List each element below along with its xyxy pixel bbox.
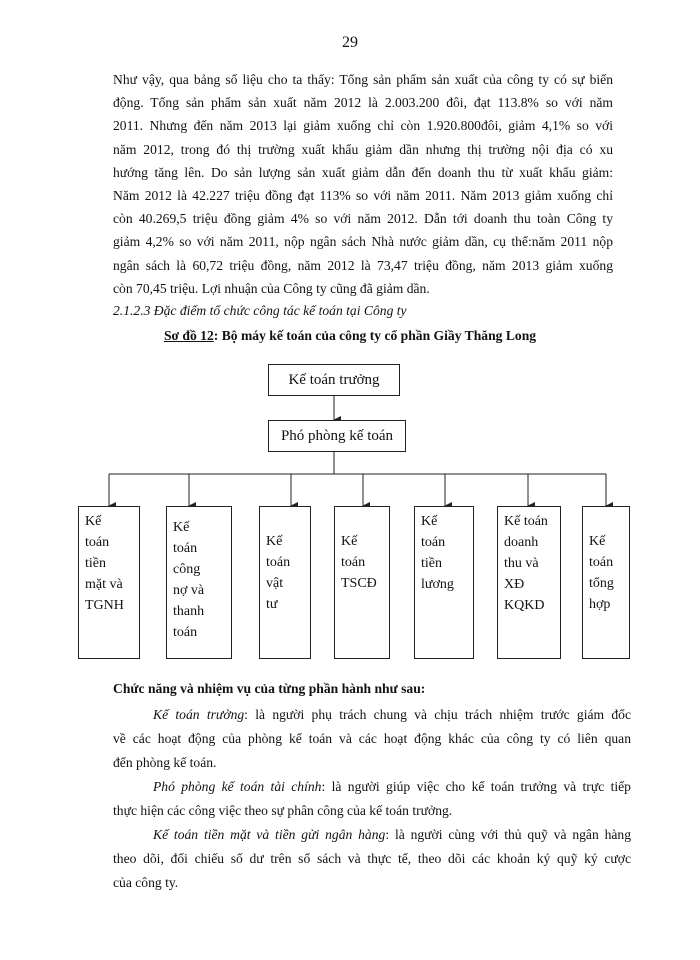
diagram-caption-text: : Bộ máy kế toán của công ty cổ phần Giầy Thăng Long [213,328,537,343]
dept-label-line: vật [266,576,284,591]
function-line: về các hoạt động của phòng kế toán và các hoạt động khác của công ty có liên quan [113,731,631,746]
dept-label-line: thanh [173,604,205,619]
dept-label-line: toán [85,535,110,550]
paragraph-line: Như vậy, qua bảng số liệu cho ta thấy: Tổng sản phẩm sản xuất của công ty có sự biến [113,72,613,87]
dept-box-revenue [497,506,561,659]
dept-label-line: doanh [504,535,539,550]
paragraph-line: năm 2012, trong đó thị trường xuất khẩu giảm dần nhưng thị trường nội địa có xu [113,141,613,157]
function-deputy [113,775,631,823]
dept-box-payroll [414,506,474,659]
dept-label-line: TGNH [85,598,124,613]
function-line [113,703,631,727]
dept-box-cash [78,506,140,659]
function-term: Kế toán tiền mặt và tiền gửi ngân hàng [153,827,386,842]
paragraph-line: còn 40.269,5 triệu đồng giảm 4% so với năm 2012. Dẫn tới doanh thu toàn Công ty [113,211,613,227]
function-line: đến phòng kế toán. [113,755,217,770]
dept-label-line: Kế [85,514,102,529]
page-number: 29 [342,34,358,51]
section-heading: 2.1.2.3 Đặc điểm tổ chức công tác kế toán tại Công ty [113,303,407,318]
function-chief [113,703,631,775]
dept-label-line: thu và [504,556,539,571]
paragraph-line: động. Tổng sản phẩm sản xuất năm 2012 là 2.003.200 đôi, đạt 113.8% so với năm [113,95,613,111]
paragraph-line: giảm 4,2% so với năm 2011, nộp ngân sách Nhà nước giảm dần, cụ thể:năm 2011 nộp [113,234,613,250]
chief-accountant-label: Kế toán trưởng [288,371,380,388]
dept-label-line: toán [266,555,291,570]
dept-label-line: Kế [589,534,606,549]
function-desc: : là người cùng với thủ quỹ và ngân hàng [385,827,631,842]
dept-box-payables [166,506,232,659]
dept-label-line: TSCĐ [341,576,377,591]
function-cash [113,823,631,895]
chief-accountant-box [268,364,400,396]
dept-label-line: toán [341,555,366,570]
deputy-head-box [268,420,406,452]
dept-label-line: công [173,562,201,577]
dept-label-line: tư [266,597,278,612]
dept-label-line: hợp [589,597,611,612]
dept-label-line: Kế [266,534,283,549]
dept-box-general [582,506,630,659]
deputy-head-label: Phó phòng kế toán [280,427,394,444]
dept-box-fixed-assets [334,506,390,659]
paragraph-line: hướng tăng lên. Do sản lượng sản xuất giảm dẫn đến doanh thu từ xuất khẩu giảm: [113,164,613,180]
function-line: theo dõi, đối chiếu số dư trên sổ sách và thực tế, theo dõi các khoản ký quỹ ký cược [113,851,631,866]
dept-label-line: toán [589,555,614,570]
dept-label-line: toán [173,625,198,640]
dept-label-line: mặt và [85,577,123,592]
dept-label-line: toán [173,541,198,556]
diagram-caption-label: Sơ đồ 12 [163,328,214,343]
dept-label-line: Kế [421,514,438,529]
dept-label-line: XĐ [504,577,525,592]
dept-label-line: toán [421,535,446,550]
dept-label-line: nợ và [173,583,205,598]
dept-label-line: tiền [421,556,442,571]
dept-label-line: Kế [341,534,358,549]
function-desc: : là người phụ trách chung và chịu trách nhiệm trước giám đốc [244,707,631,722]
function-term: Phó phòng kế toán tài chính [153,779,322,794]
dept-label-line: tổng [589,576,614,591]
function-line: thực hiện các công việc theo sự phân công của kế toán trưởng. [113,803,453,818]
dept-label-line: lương [421,577,454,592]
dept-label-line: KQKD [504,598,545,613]
dept-label-line: Kế [173,520,190,535]
dept-box-materials [259,506,311,659]
functions-heading: Chức năng và nhiệm vụ của từng phần hành như sau: [113,681,426,696]
dept-label-line: tiền [85,556,106,571]
paragraph-line: ngân sách là 60,72 triệu đồng, năm 2012 là 73,47 triệu đồng, năm 2013 giảm xuống [113,257,613,273]
function-desc: : là người giúp việc cho kế toán trưởng và trực tiếp [321,779,631,794]
function-line: của công ty. [113,875,179,890]
function-line [113,775,631,799]
paragraph-line: còn 70,45 triệu. Lợi nhuận của Công ty cũng đã giảm dần. [113,280,430,296]
function-line [113,823,631,847]
function-term: Kế toán trưởng [153,707,245,722]
paragraph-line: 2011. Nhưng đến năm 2013 lại giảm xuống chỉ còn 1.920.800đôi, giảm 4,1% so với [113,118,613,134]
paragraph-line: Năm 2012 là 42.227 triệu đồng đạt 113% so với năm 2011. Năm 2013 giảm xuống chỉ [113,188,613,204]
dept-label-line: Kế toán [504,514,548,529]
